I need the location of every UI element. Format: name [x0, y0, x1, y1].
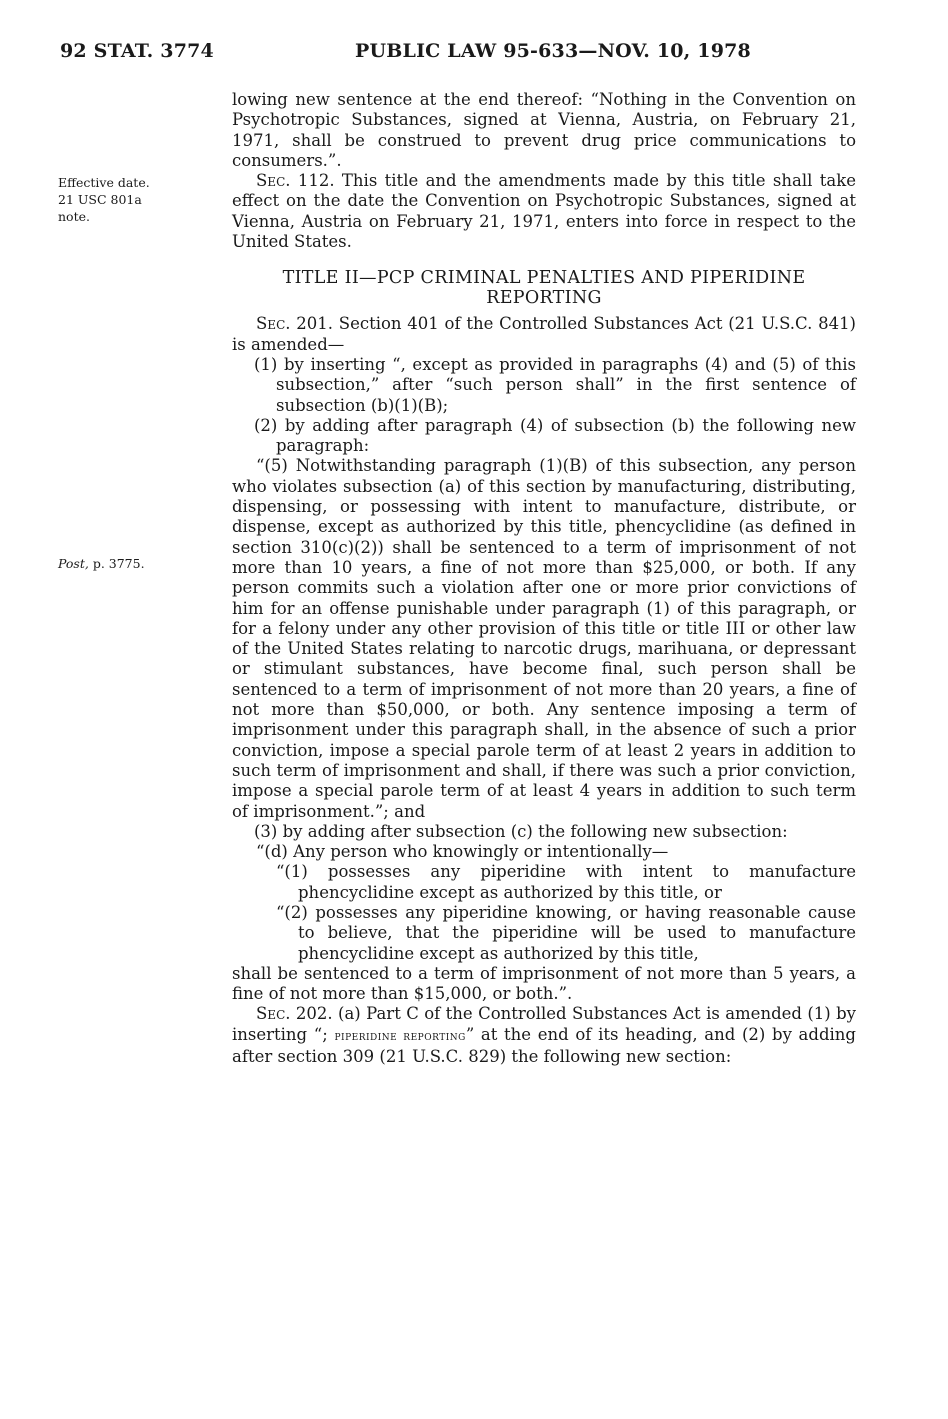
title-heading	[232, 268, 856, 308]
margin-post-page: p. 3775.	[92, 556, 145, 571]
section-202-smallcaps: piperidine reporting	[334, 1028, 466, 1044]
section-201	[232, 314, 856, 355]
margin-note-post-ref	[58, 555, 208, 572]
section-112-label: Sec. 112.	[256, 171, 335, 191]
subsection-d-1: “(1) possesses any piperidine with intent to manufacture phencyclidine except as authorized by this title, or	[276, 862, 856, 902]
subsection-d-2: “(2) possesses any piperidine knowing, or having reasonable cause to believe, that the piperidine will be used to manufacture phencyclidine except as authorized by this title,	[276, 902, 856, 963]
paragraph-5: “(5) Notwithstanding paragraph (1)(B) of this subsection, any person who violates subsection (a) of this section by manufacturing, distributing, dispensing, or possessing with intent to manufacture, distribute, or dispense, except as authorized by this title, phencyclidine (as defined in section 310(c)(2)) shall be sentenced to a term of imprisonment of not more than 10 years, a fine of not more than $25,000, or both. If any person commits such a violation after one or more prior convictions of him for an offense punishable under paragraph (1) of this paragraph, or for a felony under any other provision of this title or title III or other law of the United States relating to narcotic drugs, marihuana, or depressant or stimulant substances, have become final, such person shall be sentenced to a term of imprisonment of not more than 20 years, a fine of not more than $50,000, or both. Any sentence imposing a term of imprisonment under this paragraph shall, in the absence of such a prior conviction, impose a special parole term of at least 2 years in addition to such term of imprisonment and shall, if there was such a prior conviction, impose a special parole term of at least 4 years in addition to such term of imprisonment.”; and	[232, 456, 856, 821]
title-heading-line1: TITLE II—PCP CRIMINAL PENALTIES AND PIPERIDINE	[282, 268, 806, 289]
margin-note-effective-date	[58, 174, 208, 225]
amendment-item-2: (2) by adding after paragraph (4) of subsection (b) the following new paragraph:	[254, 415, 856, 456]
amendment-item-3: (3) by adding after subsection (c) the following new subsection:	[254, 821, 788, 841]
sentence-clause: shall be sentenced to a term of imprisonment of not more than 5 years, a fine of not more than $15,000, or both.”.	[232, 963, 856, 1004]
section-202-label: Sec. 202.	[256, 1004, 333, 1024]
section-201-label: Sec. 201.	[256, 314, 333, 334]
section-202-text-a: (a) Part C of the Controlled Substances Act is amended (1) by inserting “;	[232, 1004, 856, 1044]
section-112-text: This title and the amendments made by this title shall take effect on the date the Convention on Psychotropic Substances, signed at Vienna, Austria on February 21, 1971, enters into force in respect to the United States.	[232, 171, 856, 252]
margin-usc-note: note.	[58, 209, 90, 224]
subsection-d: “(d) Any person who knowingly or intentionally—	[256, 842, 669, 862]
section-112	[232, 171, 856, 252]
section-201-text: Section 401 of the Controlled Substances Act (21 U.S.C. 841) is amended—	[232, 314, 856, 354]
body-text	[232, 90, 856, 1067]
page-stat-number: 92 STAT. 3774	[60, 40, 214, 62]
paragraph-continuation: lowing new sentence at the end thereof: “Nothing in the Convention on Psychotropic Substances, signed at Vienna, Austria, on February 21, 1971, shall be construed to prevent drug price communications to consumers.”.	[232, 90, 856, 170]
margin-effective-label: Effective date.	[58, 175, 150, 190]
section-202	[232, 1004, 856, 1067]
page-running-head: PUBLIC LAW 95-633—NOV. 10, 1978	[355, 40, 751, 62]
margin-usc-cite: 21 USC 801a	[58, 192, 142, 207]
margin-post-word: Post,	[58, 556, 89, 571]
section-202-text-b: ” at the end of its heading, and (2) by adding after section 309 (21 U.S.C. 829) the following new section:	[232, 1024, 856, 1067]
title-heading-line2: REPORTING	[486, 288, 602, 309]
amendment-item-1: (1) by inserting “, except as provided in paragraphs (4) and (5) of this subsection,” after “such person shall” in the first sentence of subsection (b)(1)(B);	[254, 354, 856, 415]
